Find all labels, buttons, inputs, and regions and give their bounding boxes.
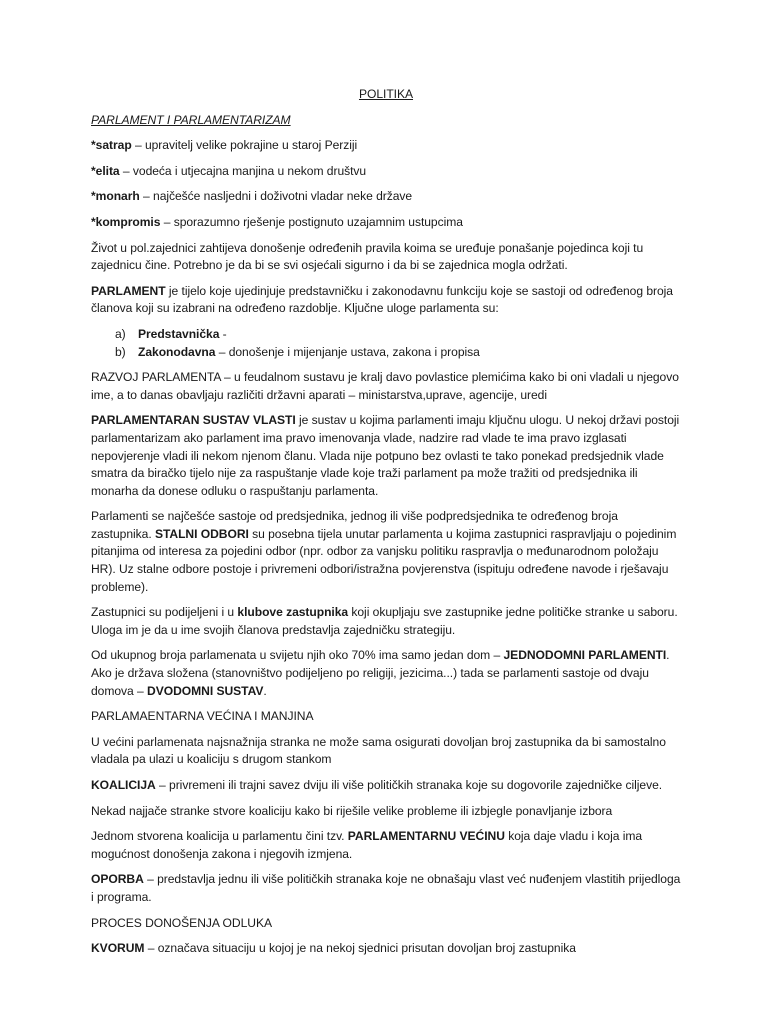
definition-text: – najčešće nasljedni i doživotni vladar neke države — [139, 189, 413, 204]
term-parlament: PARLAMENT — [91, 283, 166, 298]
definition-text: – vodeća i utjecajna manjina u nekom društvu — [119, 163, 367, 178]
paragraph-text: . Ako je država složena (stanovništvo podijeljeno po religiji, jezicima...) tada se parlamenti sastoje od dvaju domova – — [91, 648, 670, 698]
paragraph-razvoj: RAZVOJ PARLAMENTA – u feudalnom sustavu je kralj davo povlastice plemićima kako bi oni vladali u njegovo ime, a to danas obavljaju različiti državni aparati – ministarstva,uprave, agencije, uredi — [91, 370, 679, 402]
list-item — [91, 326, 681, 344]
paragraph-kvorum — [91, 940, 681, 958]
paragraph-text: – označava situaciju u kojoj je na nekoj sjednici prisutan dovoljan broj zastupnika — [144, 941, 576, 956]
paragraph-text: koji okupljaju sve zastupnike jedne političke stranke u saboru. Uloga im je da u ime svojih članova predstavlja zajedničku strategiju. — [91, 605, 678, 637]
definition-satrap — [91, 137, 681, 155]
paragraph-text: je sustav u kojima parlamenti imaju ključnu ulogu. U nekoj državi postoji parlamentarizam ako parlament ima pravo imenovanja vlade, nadzire rad vlade te ima pravo izglasati nepovjerenje vladi ili nekom njenom članu. Vlada nije potpuno bez ovlasti te tako ponekad predsjednik vlade smatra da biračko tijelo nije za raspuštanje vlade koje traži parlament pa može tražiti od predsjednika ili monarha da donese odluku o raspuštanju parlamenta. — [91, 413, 680, 498]
document-title: POLITIKA — [358, 87, 414, 101]
paragraph-jednom — [91, 828, 681, 863]
role-term: Predstavnička — [138, 326, 220, 341]
definition-term: *kompromis — [91, 214, 161, 229]
list-marker: b) — [115, 344, 126, 359]
term-koalicija: KOALICIJA — [91, 778, 156, 792]
roles-list — [91, 326, 681, 361]
section-subtitle — [91, 112, 681, 130]
term-dvodomni: DVODOMNI SUSTAV — [147, 683, 264, 698]
paragraph-text: je tijelo koje ujedinjuje predstavničku i zakonodavnu funkciju koje se sastoji od određenog broja članova koji su izabrani na određeno razdoblje. Ključne uloge parlamenta su: — [91, 283, 673, 316]
role-text: - — [219, 326, 227, 341]
definition-kompromis — [91, 214, 681, 232]
definition-monarh — [91, 188, 681, 206]
paragraph-oporba — [91, 871, 681, 906]
definition-term: *monarh — [91, 189, 140, 204]
role-text: – donošenje i mijenjanje ustava, zakona i propisa — [215, 344, 480, 359]
role-term: Zakonodavna — [138, 344, 216, 359]
definition-text: – upravitelj velike pokrajine u staroj Perziji — [131, 138, 358, 153]
paragraph-text: Parlamenti se najčešće sastoje od predsjednika, jednog ili više podpredsjednika te određenog broja zastupnika. — [91, 509, 618, 541]
list-marker: a) — [115, 326, 126, 341]
paragraph-text: koja daje vladu i koja ima mogućnost donošenja zakona i njegovih izmjena. — [91, 829, 643, 861]
term-odbori: STALNI ODBORI — [154, 526, 249, 541]
paragraph-text: Zastupnici su podijeljeni i u — [91, 605, 238, 620]
paragraph-parlament — [91, 283, 681, 318]
paragraph-vecina: U većini parlamenata najsnažnija stranka ne može sama osigurati dovoljan broj zastupnika da bi samostalno vladala pa ulazi u koaliciju s drugom stankom — [91, 734, 666, 767]
list-item — [91, 344, 681, 362]
term-oporba: OPORBA — [91, 872, 144, 887]
subtitle-text: PARLAMENT I PARLAMENTARIZAM — [91, 112, 291, 127]
definition-term: *elita — [91, 163, 120, 178]
term-vecina: PARLAMENTARNU VEĆINU — [347, 829, 505, 844]
paragraph-text: Jednom stvorena koalicija u parlamentu čini tzv. — [91, 829, 348, 844]
paragraph-koalicija — [91, 777, 681, 795]
paragraph-text: – privremeni ili trajni savez dviju ili više političkih stranaka koje su dogovorile zajedničke ciljeve. — [155, 778, 663, 792]
paragraph-text: su posebna tijela unutar parlamenta u kojima zastupnici raspravljaju o pojedinim pitanjima od interesa za pojedini odbor (npr. odbor za vanjsku politiku raspravlja o međunarodnom položaju HR). Uz stalne odbore postoje i privremeni odbori/istražna povjerenstva (ispituju određene navode i rješavaju probleme). — [91, 526, 677, 594]
definition-term: *satrap — [91, 138, 132, 153]
term-klubovi: klubove zastupnika — [237, 605, 349, 620]
term-sustav: PARLAMENTARAN SUSTAV VLASTI — [91, 413, 296, 428]
term-kvorum: KVORUM — [91, 941, 145, 956]
paragraph-text: . — [263, 683, 267, 698]
heading-proces: PROCES DONOŠENJA ODLUKA — [91, 915, 272, 930]
definition-text: – sporazumno rješenje postignuto uzajamnim ustupcima — [160, 214, 463, 229]
paragraph-sustav — [91, 412, 681, 500]
definition-elita — [91, 163, 681, 181]
paragraph-text: Od ukupnog broja parlamenata u svijetu njih oko 70% ima samo jedan dom – — [91, 648, 504, 663]
paragraph-zivot: Život u pol.zajednici zahtijeva donošenje određenih pravila koima se uređuje ponašanje pojedinca koji tu zajednicu čine. Potrebno je da bi se svi osjećali sigurno i da bi se zajednica mogla održati. — [91, 240, 644, 273]
paragraph-domovi — [91, 647, 681, 700]
paragraph-klubovi — [91, 604, 681, 639]
document-page — [91, 86, 681, 966]
heading-vecina: PARLAMAENTARNA VEĆINA I MANJINA — [91, 709, 314, 724]
paragraph-odbori — [91, 508, 681, 596]
paragraph-nekad: Nekad najjače stranke stvore koaliciju kako bi riješile velike probleme ili izbjegle ponavljanje izbora — [91, 803, 613, 818]
term-jednodomni: JEDNODOMNI PARLAMENTI — [503, 648, 667, 663]
paragraph-text: – predstavlja jednu ili više političkih stranaka koje ne obnašaju vlast već nuđenjem vlastitih prijedloga i programa. — [91, 872, 681, 904]
